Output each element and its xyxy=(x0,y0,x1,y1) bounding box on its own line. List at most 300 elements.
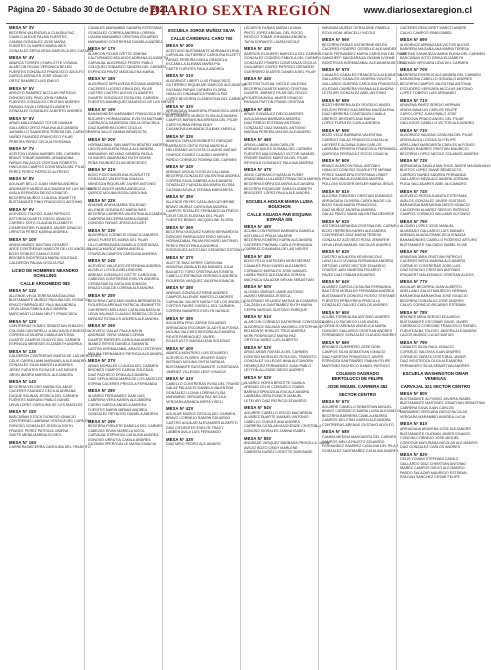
voter-name: BECERRA CARRERA VALENTINA ALEJANDRA xyxy=(88,212,167,217)
voter-name: BARAHONA BARAHONA JOSE IGNACIO xyxy=(400,293,468,298)
polling-table-block xyxy=(244,108,315,135)
table-number: MESA N° 6V xyxy=(9,115,35,121)
table-number: MESA N° 23V xyxy=(88,227,116,233)
table-number: MESA N° 76V xyxy=(400,249,428,255)
voter-name: BUSTAMANTE PINO FRANCISCO ANTONIO xyxy=(9,200,83,205)
voter-name: DONOSO URRUTIA CAMILA ANDREA xyxy=(88,437,151,442)
voter-name: ARRIAGADA OLIVERA CAROLINA DE LIA xyxy=(322,198,391,203)
voter-name: DANCHEFF MAGDARAGA YASMIN IVONNE xyxy=(322,56,395,61)
voter-name: PARRA VALLE HANNA BENEDICTA xyxy=(88,130,147,135)
table-number: MESA N° 50V xyxy=(244,284,272,290)
voter-name: ARELLANO MARGARITA CARLOS ALFONSO xyxy=(400,142,475,147)
voter-name: FUENTEALBA TOLEDO JAVIERA ALEJANDRA xyxy=(400,328,477,333)
table-number: MESA N° 13V xyxy=(9,348,37,354)
voter-name: BUSTAMANTE MUÑOZ ELISA ALEJANDRA xyxy=(166,113,238,118)
voter-name: AGUILAR BELLO JUAN XIMENA ANDREA xyxy=(9,181,79,186)
voter-name: RODRIGUEZ ACEITUNO GERARDO ESTEBAN xyxy=(166,248,244,253)
polling-table-block xyxy=(322,429,399,453)
voter-name: FUENTES BRAVO JACQUELINE ELVIRA xyxy=(166,218,234,223)
polling-table-block xyxy=(244,46,322,74)
table-number: MESA N° 19V xyxy=(88,106,116,112)
voter-name: ALBORNOZ SEPULVEDA ROXANA ANDREA xyxy=(88,82,162,87)
polling-place-heading: ESCUELA WASHINGTON OMAR VENEGAS xyxy=(402,371,469,382)
voter-name: LIZAMA MARAMBIO CRISTIAN EDUARDO xyxy=(88,35,159,40)
voter-name: FERNANDEZ SILVA SEBASTIAN ANDRES xyxy=(400,363,470,368)
voter-name: BOZO FELIX KATHLEEN MONTSERRAT xyxy=(244,259,311,264)
voter-name: BRAVO CORNEJO RAMON EDUARDO xyxy=(166,416,231,421)
table-number: MESA N° 61V xyxy=(322,188,350,194)
voter-name: CHARPENTIER FLANDES JAVIER IGNACIO xyxy=(9,225,82,230)
voter-name: CASANOVA AHUMADA ZULEMA YARIELA xyxy=(166,127,236,132)
polling-place-heading: CALLE CARDENAL CARO 700 xyxy=(170,36,233,41)
polling-table-block xyxy=(322,190,393,217)
table-number: MESA N° 3V xyxy=(9,25,35,30)
voter-name: PAVEZ DIAZ FABIAN EDUARDO xyxy=(322,272,376,277)
voter-name: URRUTIA PEREZ KARINA ANDREA xyxy=(9,230,68,235)
voter-name: ACEVEDO GALAZ PAULA NAYIN xyxy=(88,328,143,333)
voter-name: CELIS CELIS EUGENIA DEL PILAR xyxy=(166,213,224,218)
voter-name: ORTIZ RAMIREZ LUIS EMILIO xyxy=(9,79,60,84)
voter-name: GAETE MENA MARINA ELISEO xyxy=(9,433,62,438)
voter-name: CARVAJAL VALDES NATALY DE LOS ANGELES xyxy=(166,299,246,304)
voter-name: BECERRA BARRERA CAMILA ANDREA xyxy=(322,413,388,418)
voter-name: ESCUDERO VERGARA NICOLAS ANTONIO xyxy=(400,86,473,91)
voter-name: BUSTAMANTE ALFONSO JAVIERA ISABEL xyxy=(400,396,472,401)
voter-name: PEREZ PEREZ PATRICIO ALFREDO xyxy=(9,169,70,174)
voter-name: VERGARA MARAMBIO ANDREA LUCIA xyxy=(400,414,466,419)
voter-name: MARAMBIO VERGARA DIEGO NICOLAS xyxy=(400,410,468,415)
voter-name: BASTIAS SANHUEZA MARIA ELENA DEL CARMEN xyxy=(400,51,485,56)
table-number: MESA N° 81V xyxy=(400,421,428,427)
voter-name: BOZO HERRERA KAREN ALEJANDRA xyxy=(322,228,386,233)
polling-table-block xyxy=(322,341,393,368)
voter-name: DONOSO FARIAS JESSICA ELIZET xyxy=(88,221,147,226)
polling-table-block xyxy=(9,380,81,407)
voter-name: CANALES PINO KAREN ALEJANDRO xyxy=(244,263,307,268)
voter-name: AYALA ESPINOZA DIEGO IGNACIO xyxy=(9,191,68,196)
voter-name: DIAZ MIRO PEDRO ALEJANDRO xyxy=(166,442,221,447)
voter-name: HORMAZABAL SAN MARTIN BEATRIZ ANDREA xyxy=(88,142,168,147)
voter-name: CARVAJAL ALBORNOZ PEDRO PABLO xyxy=(88,60,154,65)
voter-name: FERNANDEZ RAMIREZ CATALINA DEL PILAR xyxy=(322,444,399,449)
voter-name: DONOSO MORALES JANINA ISABEL xyxy=(244,429,306,434)
voter-name: CABRERA BECERRA MARIA ISABEL xyxy=(88,216,150,221)
voter-name: DONOSO GALLARDO CRISTIAN ANDRES xyxy=(322,328,393,333)
table-number: MESA N° 9V xyxy=(9,206,35,212)
table-number: MESA N° 56V xyxy=(322,37,350,43)
voter-name: CONCHA CORNEJO JOSE MIGUEL xyxy=(400,436,460,441)
voter-name: FUENTES MANRIQUEZ MAURICIO DE LAS NIEVES xyxy=(88,100,175,105)
page-date: Página 20 - Sábado 30 de Octubre de 2021 xyxy=(8,5,169,14)
voter-name: CARRASCO ORTIZ ROSA MARCELA xyxy=(166,143,228,148)
polling-table-block xyxy=(9,439,91,450)
voter-name: ERIQUERT MALDONADO CRISTIAN ALEXIS xyxy=(400,272,474,277)
voter-name: CABEZAS RIVAS MARIELA NICOL xyxy=(88,428,145,433)
voter-name: ORTIZAR LOPEZ HECTOR EDUARDO xyxy=(322,263,386,268)
voter-name: MENDEZ ROSALES ANDREA ALEJANDRA xyxy=(88,316,159,321)
voter-name: ABARCA TAPIA ROSOBERTO ENRIQUE xyxy=(166,139,233,144)
voter-name: AGUIRRE CABELLO ROCIO MACARENA xyxy=(244,410,313,415)
voter-name: ARRIAGADA SAAVEDRA FRANCISCA JAHERLYN xyxy=(166,109,249,114)
voter-name: FIGUEROA ARENAS PATRICIA JEANNETTE xyxy=(88,303,161,308)
voter-name: CACERES PIZARRO GISSELLE ALEJANDRA xyxy=(322,47,397,52)
polling-table-block xyxy=(88,46,169,74)
voter-name: BECERRA VELOSO MARIA SOLANGE xyxy=(9,384,73,389)
table-number: MESA N° 4V xyxy=(9,55,35,61)
voter-name: PEREZ PINTO PAULA ANDREA xyxy=(166,243,218,248)
table-number: MESA N° 43V xyxy=(166,436,194,442)
voter-name: HORMAZABAL PALMA RICHARD ANTONIO xyxy=(166,239,238,244)
voter-name: ARIAS GONZALEZ DIEGO ANDRES xyxy=(244,112,304,117)
voter-name: BARRA ESPINOZA ALEXA ALEJANDRA xyxy=(244,389,310,394)
table-number: MESA N° 39V xyxy=(166,315,194,321)
voter-name: ARCE CONTRERAS MARCOS DE LOS ANGELES xyxy=(9,247,92,252)
voter-name: GUZMAN VERGARA LIDIA DEL CARMEN xyxy=(400,60,469,65)
voter-name: QUIROZ MOLINA ROSA CAROLINA xyxy=(88,191,147,196)
voter-name: BRIONES GUERRERO JOSE NOEL xyxy=(322,345,382,350)
voter-name: DIAZ CIFUENTES EVELYN TRACY xyxy=(166,425,224,430)
polling-table-block xyxy=(88,292,162,321)
voter-name: GONZALEZ ACEVEDO ROSA JENNIFER xyxy=(322,237,390,242)
voter-name: BOZO HERRERA ALEX ROGELIO ANGEL xyxy=(322,103,391,108)
voter-name: CAMPOS DEL PINO KAREN ALEJANDRA xyxy=(322,418,391,423)
voter-name: POLLONI SOGGER MISLER MARIA JESUS xyxy=(322,181,394,186)
table-number: MESA N° 17V xyxy=(88,46,116,52)
voter-name: ARANCIBIA LLULLAÑEZ FRANCISCA MARINA xyxy=(244,177,321,182)
voter-name: FIGUEROA VASQUEZ VALERIA IGNACIA xyxy=(166,278,234,283)
polling-table-block xyxy=(88,137,168,165)
voter-name: ALLENDE GONZALEZ MARIA INES xyxy=(88,207,147,212)
voter-name: ALISELLI LOYOLA BELLENDONI xyxy=(88,268,143,273)
voter-name: CERPA VARGAS GUSTAVO ENRIQUE xyxy=(244,307,308,312)
polling-table-block xyxy=(9,409,90,438)
polling-table-block xyxy=(166,347,237,374)
voter-name: ANDRADES MUÑOZ ALEJANDRA DE LAS NIEVES xyxy=(9,186,93,191)
voter-name: CONTRERAS DIAZ MARIA TERESA xyxy=(322,233,382,238)
voter-name: CORNAGO MORALES JOSE MANUEL xyxy=(244,268,308,273)
voter-name: MIRANDA MUÑOZ GERALDINE PAMELA xyxy=(322,26,390,30)
table-number: MESA N° 72V xyxy=(400,127,428,133)
voter-name: GONZALEZ LIZANA LORENA ELISA xyxy=(166,390,226,395)
voter-name: LABBEN AVILA LUIS FERNANDO xyxy=(166,430,221,435)
table-number: MESA N° 58V xyxy=(322,97,350,103)
voter-name: FERNANDEZ GONZALEZ CLAUDIO ANDRES xyxy=(322,333,398,338)
table-number: MESA N° 33V xyxy=(166,133,194,139)
voter-name: BECERRA ESPINOZA MARIA ALEJANDRA xyxy=(244,181,315,186)
voter-name: BECERRA CARCAMO MARIA BERNARDITA xyxy=(88,298,161,303)
voter-name: ACUÑA TORREALBA ANTONIO ANDRES xyxy=(322,315,390,320)
voter-name: LOPEZ TOBERO LUIS ARMANDO xyxy=(400,91,456,96)
voter-name: DIAZ HUERTAS FRANCISCO JAVIER xyxy=(322,354,384,359)
voter-name: BOZO SILVA MARIA FRANCISCA xyxy=(322,203,377,208)
voter-name: CARVAJAL ESPINOZA CATALINA ANDREA xyxy=(88,433,159,438)
table-number: MESA N° 73V xyxy=(400,158,428,164)
voter-name: DUARTE GONZALEZ ROSA DEL CARMEN xyxy=(88,95,159,100)
table-number: MESA N° 28V xyxy=(88,388,116,394)
polling-table-block xyxy=(166,43,241,71)
voter-name: CARO LOPEZ JUAN PABLO JOSE xyxy=(400,112,457,117)
voter-name: CACERES PINOMAL CARLA FERNANDA xyxy=(244,242,312,247)
voter-name: IBANEZ REYES DANIELA SAMANTA xyxy=(88,342,149,347)
polling-table-block xyxy=(9,236,92,265)
table-number: MESA N° 53V xyxy=(244,375,272,380)
table-number: MESA N° 80V xyxy=(400,391,428,397)
voter-name: ESCANILLA ALEMAN MARIA PIA xyxy=(166,62,221,67)
voter-name: CACERES MOYA MARINA ALEJANDRA xyxy=(400,259,466,264)
polling-table-block xyxy=(88,323,164,356)
voter-name: BARRERA RIVEROS ALEJANDRA DEL CARMEN xyxy=(400,72,481,77)
voter-name: CANALES CANALES FRANCESCA ALEJANDRA xyxy=(322,72,402,77)
voter-name: AVARIO MIRANDA JESSICA xyxy=(244,294,291,299)
table-number: MESA N° 78V xyxy=(400,309,428,315)
voter-name: ARAVENA ZAVALA ELBA MANUEL JULIA xyxy=(166,265,234,270)
voter-name: CASTRO AGUILERA KEVIN NICOLE xyxy=(322,254,382,259)
voter-name: JIRON IBARRA MARISOL ALEJANDRA xyxy=(9,372,73,377)
voter-name: ALIETTE DIAZ DERBY CAROLINA xyxy=(166,260,223,265)
voter-name: VERGARA ARANDA MIRTA YISELI xyxy=(166,399,223,404)
voter-name: CANDIA GONZALEZ JOSE MARIA xyxy=(9,39,66,44)
voter-name: CABELLO CONTRERAS ROSA DEL TRANSITO xyxy=(166,381,245,386)
voter-name: GONZALEZ SILVA MARCELA ANDREA xyxy=(9,363,73,368)
voter-name: BECERRA VALENZUELA CLAUDIA PAZ xyxy=(9,30,75,35)
voter-name: ACEVEDO PEZOA JUANITA ESTEFANIA xyxy=(400,194,467,199)
voter-name: GONZALEZ SEPULVEDA MARCELA DEL CARMEN xyxy=(9,48,94,53)
voter-name: CARRIZO GALAZ FRANCISCA NATALIA xyxy=(322,138,388,143)
table-number: MESA N° 54V xyxy=(244,405,272,411)
voter-name: BECERRA ROMERO KARIN ALEJANDRA xyxy=(244,238,313,243)
voter-name: GONZALEZ CORREA ANDREA LORENA xyxy=(88,30,155,35)
polling-table-block xyxy=(322,159,393,186)
table-number: MESA N° 26V xyxy=(88,323,116,329)
voter-name: BRIONES CAMPOS CARINA SOLEDAD xyxy=(88,368,154,373)
voter-name: CAMPOS CORNEJO WILLIAMS ALFONSO xyxy=(400,212,471,217)
polling-table-block xyxy=(400,249,474,277)
voter-name: LEIVA SALINAS CLAUDIO REBECA CECILIA xyxy=(88,312,162,317)
polling-table-block xyxy=(9,288,89,316)
voter-name: JEREZ FUENTES ROSA DE LAS NIEVES xyxy=(9,368,78,372)
voter-name: GONZALEZ DIAZ MANUEL ANTONIO xyxy=(244,125,306,130)
voter-name: CARRERA BECERRA CAROLINA DEL TRANSITO xyxy=(9,445,91,450)
voter-name: LETELIER GONZALEZ ABEL ANTONIO xyxy=(322,91,387,96)
voter-name: PARADA SILVA LORENA ELIZABETH xyxy=(9,104,70,109)
voter-name: ALBORNOZ LIBERT LUIS FRANCISCO xyxy=(166,78,231,83)
voter-name: BECERRA MUÑOZ CLAUDIA JEANETTE xyxy=(9,195,77,200)
table-number: MESA N° 75V xyxy=(400,218,428,224)
voter-name: AVILEZ BOZO CINDY MARLENE xyxy=(244,445,298,450)
polling-table-block xyxy=(166,73,246,102)
polling-table-block xyxy=(88,389,159,416)
polling-table-block xyxy=(322,127,398,156)
voter-name: LIBEROS BRIONES ANA MARIA xyxy=(322,116,376,121)
voter-name: FUENTES MALDONADO VICTOR MANUEL xyxy=(244,151,316,156)
text-column xyxy=(396,26,491,670)
voter-name: GUTIERREZ RIQUELME MARCOS ALEJANDRO xyxy=(166,83,246,88)
voter-name: ARENAS RAMIREZ CRISTIAN MAURICIO xyxy=(400,147,469,152)
voter-name: CARRASCO CORDONE FRANCISCO RAFAEL xyxy=(400,324,477,329)
voter-name: ROJAS ASTO MAGDALENA SOLEDAD xyxy=(166,339,231,344)
voter-name: ESPINOZA MENESES ELIZABETH ANDREA xyxy=(9,342,82,347)
voter-name: DIAZ PARDO ESTEBAN ANTONIO xyxy=(244,121,301,126)
polling-place-heading: CARVAJAL 321 SECTOR CENTRO xyxy=(400,384,471,390)
voter-name: ARENAS ALIAGA FRANCISCA IGNACIA xyxy=(400,233,466,238)
voter-name: BOZO POZO ANGELINA SCARLETTE xyxy=(88,172,151,177)
voter-name: CELIS CARRILLANN MARIANELA ALEJANDRA xyxy=(9,358,87,363)
polling-place-block xyxy=(322,371,393,397)
voter-name: BECERRA CAMPOS VALENTINA ANTONIA xyxy=(400,82,471,87)
voter-name: ALBORNOZ ARRIAGADA VICTOR ALEXIS xyxy=(400,42,470,47)
voter-name: BARRERA MAGAÑA ANA MARIA TERESA xyxy=(400,47,470,52)
voter-name: AVILA ARANA BARBARA ANDREA xyxy=(244,116,301,121)
voter-name: GALLARDO MEZA ALEJANDRA JOSSIAN xyxy=(400,177,469,182)
voter-name: DONOSO PARRAGUEZ ENZO MIGUEL xyxy=(166,234,231,239)
website-link[interactable]: www.diariosextaregion.cl xyxy=(363,5,472,15)
voter-name: BUSTOS LOPEZ DIANE BENEDICTO xyxy=(400,168,462,173)
table-number: MESA N° 7V xyxy=(9,146,35,152)
voter-name: PINO MOLINA ALEXANDRA ANDREA xyxy=(322,177,384,182)
voter-name: IBAÑEZ CAMPOS DIEGO ALEJANDRO xyxy=(400,466,465,471)
voter-name: ALARCON CORNEJO KATHERINE CONSTANZA xyxy=(244,319,325,324)
voter-name: ALONSO LOPEZ JOSE MANUEL xyxy=(400,224,455,229)
table-number: MESA N° 24V xyxy=(88,258,116,264)
voter-name: ARIAS FUENTES MARIA DEL PILAR xyxy=(88,237,148,242)
polling-place-heading: LICEO DE HOMBRES NEANDRO SCHILLING xyxy=(11,268,79,279)
voter-name: BUCAREY HORMAZABAL EVELYN MATSABE xyxy=(88,116,164,121)
voter-name: GUAJARDO CAIFEZ PATRICIO GERARDO xyxy=(244,65,315,70)
table-number: MESA N° 66V xyxy=(322,339,350,345)
voter-name: PARDO CORNEJO ROMINA DEL CARMEN xyxy=(166,157,237,162)
voter-name: ALARCON ROJAS IVETTE XIMENA xyxy=(88,51,147,56)
voter-name: ACEITON TUCHAL NICOLE VALESKA xyxy=(244,82,307,87)
polling-table-block xyxy=(400,67,481,96)
newspaper-masthead: DIARIO SEXTA REGIÓN xyxy=(149,3,331,19)
voter-name: DUARTE CAMPOS GLADYS DEL CARMEN xyxy=(9,337,81,342)
polling-table-block xyxy=(166,285,246,313)
table-number: MESA N° 18V xyxy=(88,76,116,82)
polling-table-block xyxy=(322,37,407,65)
voter-name: MUÑOZ AVILES MARIA ANGELICA xyxy=(88,186,146,191)
voter-name: GALAZ PALACIOS DANIELA VALENTINA xyxy=(166,386,234,391)
voter-name: CALZADILLA SANTIBAÑEZ RUTH MARIA xyxy=(244,303,313,308)
voter-name: BRIONES INOSTROZA MARIA SOLEDAD xyxy=(9,256,78,261)
table-number: MESA N° 70V xyxy=(400,67,428,73)
voter-name: HELLEMANS ACCOSTA CLAUDIO MATIAS xyxy=(166,148,237,153)
voter-name: GALLARDO CANALES JAHERIA VIOLETA xyxy=(322,77,392,82)
voter-name: BECERRA GONZALEZ JOSE ANDRES xyxy=(400,298,464,303)
voter-name: DIAZ HERRERA CONSTANZA CAMILA xyxy=(322,112,386,117)
voter-name: LOPEZ BECERRA CLEMENTINA DEL CARMEN xyxy=(166,97,245,102)
polling-table-block xyxy=(88,358,163,386)
voter-name: CABELLO PACHECO LUIS ANGEL xyxy=(322,319,380,324)
voter-name: ANDRADE VERA YANNA CORINA xyxy=(88,333,144,338)
voter-name: ALVARADO GALLARDO LUIS MANUEL xyxy=(400,228,465,233)
text-column xyxy=(162,26,249,670)
voter-name: CORREA NAVARRO EVELYN NATALIE xyxy=(166,308,230,313)
table-number: MESA N° 12V xyxy=(9,318,37,324)
table-number: MESA N° 11V xyxy=(9,288,37,294)
polling-table-block xyxy=(400,97,475,126)
text-column xyxy=(6,25,101,670)
polling-table-block xyxy=(400,453,471,480)
table-number: MESA N° 22V xyxy=(88,197,116,203)
polling-table-block xyxy=(244,346,315,373)
table-number: MESA N° 51V xyxy=(244,314,272,320)
voter-name: ADASME ARAYA MARIA SOLEDAD xyxy=(88,203,146,208)
polling-table-block xyxy=(88,259,159,291)
voter-name: BUSTAMANTE ESCOBAR DAVID JAVIER xyxy=(400,319,468,324)
voter-name: GONZALEZ VALENTINA IGNACIA xyxy=(88,177,144,182)
polling-table-block xyxy=(244,405,322,434)
voter-name: AVALOS GONZALEZ JAVIER GUSTAVO xyxy=(400,198,466,203)
table-number: MESA N° 49V xyxy=(244,253,272,259)
voter-name: ERAZO UGALDE LORENA ALEJANDRA xyxy=(88,286,154,291)
voter-name: GARCIA MORALES JOSE IGNACIO xyxy=(9,74,68,79)
voter-name: ARRIAGADA ZAVALA MALTHUS JAVIER MAXIMILIANO xyxy=(400,163,491,168)
table-number: MESA N° 38V xyxy=(166,285,194,291)
voter-name: ORTEGA YAÑEZ LUIS ALBERTO xyxy=(244,338,298,343)
voter-name: ESPINOZA PAVEZ MAGDALENA MARIA xyxy=(88,69,154,74)
polling-table-block xyxy=(9,208,81,235)
polling-table-block xyxy=(88,76,175,105)
voter-name: ALVAREZ HORTA BRIGITTE CAMILA xyxy=(244,380,305,385)
table-number: MESA N° 55V xyxy=(244,435,272,441)
voter-name: GONZALEZ SANTIBAÑEZ CATALINA ANDREA xyxy=(322,448,399,453)
polling-table-block xyxy=(400,127,479,156)
voter-name: ALLENDE REYES CATALINA KATHERINE xyxy=(166,199,235,204)
table-number: MESA N° 45V xyxy=(244,106,272,112)
polling-table-block xyxy=(322,279,396,308)
voter-name: CORREA LEIGUERA CAMILA ANTONIA xyxy=(9,333,75,338)
table-number: MESA N° 29V xyxy=(88,418,116,424)
voter-name: GUZMAN AGUILA TATIANA MARGARITA xyxy=(166,187,233,192)
table-number: MESA N° 71V xyxy=(400,97,428,103)
voter-name: CERDA BAEZA CATALINA IGNACIA xyxy=(88,281,147,286)
voter-name: MARTINEZ PACHECO DANIEL PATRICIO xyxy=(322,363,391,368)
voter-name: BAHAMONDES MARAMBIO FRANCISCA DE LOS ANGELES xyxy=(88,112,188,117)
voter-name: LEIVA LOPEZ CAROLINA DE LOS ANGELES xyxy=(9,402,83,407)
voter-name: CORDOVA MATURANA NICOLAS ALEJANDRO xyxy=(400,440,478,445)
polling-table-block xyxy=(9,25,94,53)
voter-name: DUQUE SALINAS JESSICA DEL CARMEN xyxy=(9,393,79,398)
voter-name: ESPINOZA SANTIBAÑEZ FABIAN FELIPE xyxy=(322,359,391,364)
voter-name: CAMILO ALEXIS PALMA FUENTES xyxy=(9,35,67,40)
polling-table-block xyxy=(400,280,471,307)
voter-name: CORNEJO ZAPATA CRISTOBAL JAVIER xyxy=(400,354,467,359)
voter-name: OYARCE GOMEZ CLAUDIO ANDRES xyxy=(166,153,228,158)
voter-name: ERAZO PARRAGUEZ PAULINA ANDREA xyxy=(9,302,77,307)
polling-table-block xyxy=(400,391,485,419)
voter-name: GONZALEZ GALVEZ CARLOS ANDRES xyxy=(322,303,388,308)
polling-table-block xyxy=(166,103,249,132)
voter-name: ROLDAN SANCHEZ CESAR FELIPE xyxy=(400,475,460,480)
voter-name: HIDALGO DINAMARCA PAMELA PAZ xyxy=(166,92,228,97)
voter-name: BELMONTE ROBLES TRUZ ANDREA xyxy=(244,329,306,334)
voter-name: LABRAÑA VERA RONICH MANUEL xyxy=(244,394,303,399)
voter-name: CALVO CORNEJO RICARDO ESTEBAN xyxy=(400,303,466,308)
polling-table-block xyxy=(322,399,402,427)
voter-name: ARAYA AVILA LOGGIA SU FELIPE xyxy=(400,138,456,143)
voter-name: CAMPOS BARAHONA BRENDA DEL PILAR xyxy=(166,118,238,123)
voter-name: GUZMAN SPEROVALLE MARIA IGNACIA xyxy=(88,442,157,447)
voter-name: LILLO ARRIAGADA DANIELA CONSTANZA xyxy=(88,242,159,247)
voter-name: ALARCON ROJAS VERONICA BELEN xyxy=(9,65,72,70)
voter-name: TAPIA DORANTE LAURA NICOLE xyxy=(244,39,300,44)
voter-name: ALBORNOZ VAUDAN CATALINA DEL PILAR xyxy=(400,133,473,138)
voter-name: GONZALEZ REYNOSO DANIELA ANDREA xyxy=(88,412,159,417)
voter-name: BARAHONA CABELLO GONZALO ANDRES xyxy=(400,77,472,82)
voter-name: DIAZ MUÑOZ JAVIERA ANDREA xyxy=(322,207,376,212)
voter-name: ARAYA MUÑOZ BASTIAN CESARIO xyxy=(9,242,69,247)
voter-name: PINTO JOPEZ ABIGAIL DEL ROCIO xyxy=(244,30,303,35)
